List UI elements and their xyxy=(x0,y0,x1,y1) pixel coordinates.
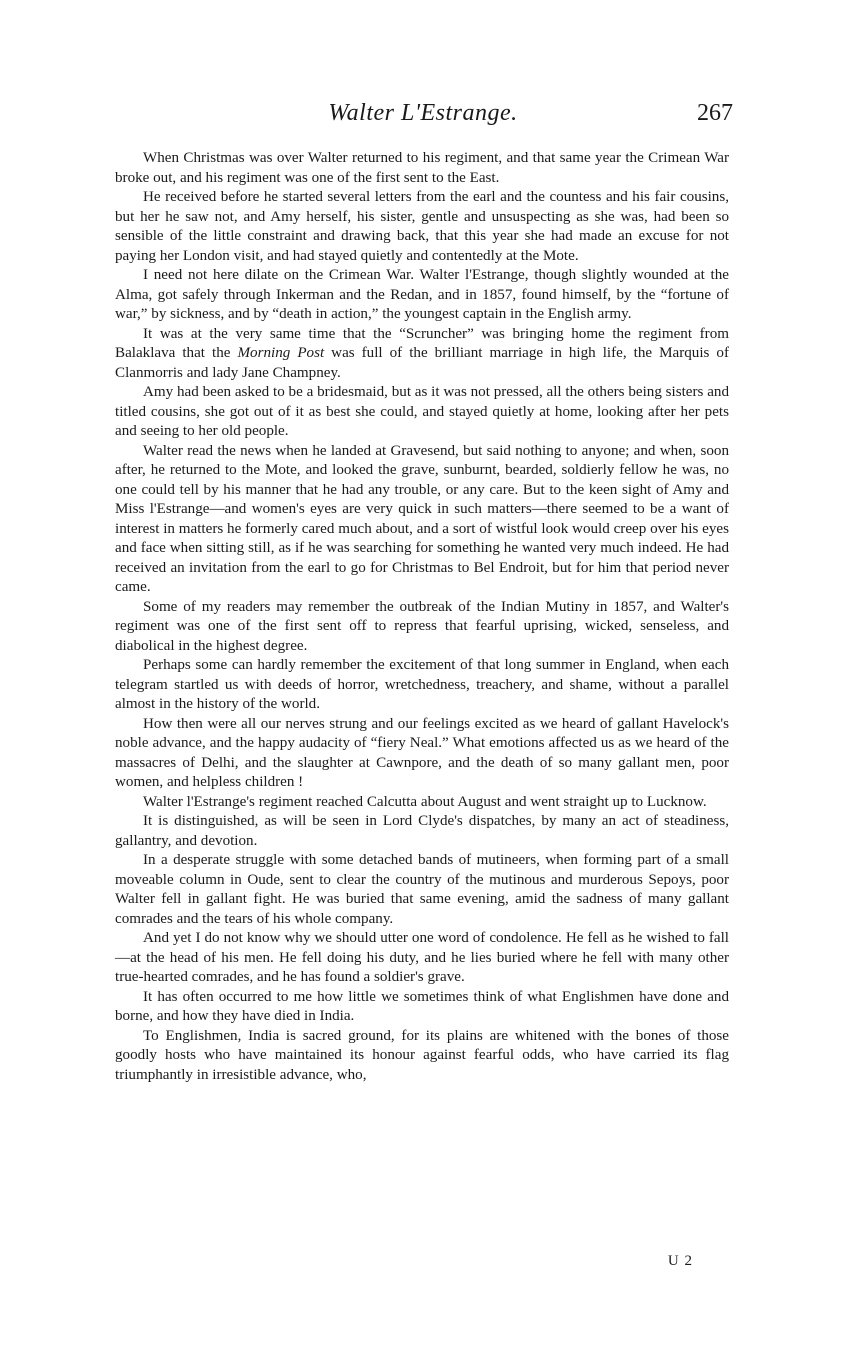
paragraph xyxy=(115,1027,729,1086)
paragraph-text: Some of my readers may remember the outbreak of the Indian Mutiny in 1857, and Walter's regiment was one of the first sent off to repress that fearful uprising, wicked, senseless, and diabolical in the highest degree. xyxy=(115,598,729,654)
signature-mark: U 2 xyxy=(667,1253,693,1269)
paragraph xyxy=(115,383,729,442)
page-number: 267 xyxy=(697,100,733,126)
paragraph-text: How then were all our nerves strung and our feelings excited as we heard of gallant Havelock's noble advance, and the happy audacity of “fiery Neal.” What emotions affected us as we heard of the massacres of Delhi, and the slaughter at Cawnpore, and the death of so many gallant men, poor women, and helpless children ! xyxy=(115,715,729,790)
paragraph-text: It is distinguished, as will be seen in Lord Clyde's dispatches, by many an act of steadiness, gallantry, and devotion. xyxy=(115,813,729,849)
running-header xyxy=(0,100,846,140)
paragraph xyxy=(115,149,729,188)
body-text xyxy=(115,149,729,1085)
paragraph-text: It has often occurred to me how little we sometimes think of what Englishmen have done and borne, and how they have died in India. xyxy=(115,988,729,1024)
paragraph-text: Walter read the news when he landed at Gravesend, but said nothing to anyone; and when, soon after, he returned to the Mote, and looked the grave, sunburnt, bearded, soldierly fellow he was, no one could tell by his manner that he had any trouble, or any care. But to the keen sight of Amy and Miss l'Estrange—and women's eyes are very quick in such matters—there seemed to be a want of interest in matters he formerly cared much about, and a sort of wistful look would creep over his eyes and face when sitting still, as if he was searching for something he wanted very much indeed. He had received an invitation from the earl to go for Christmas to Bel Endroit, but for him that period never came. xyxy=(115,442,729,595)
paragraph-text: And yet I do not know why we should utter one word of condolence. He fell as he wished to fall—at the head of his men. He fell doing his duty, and he lies buried where he fell with many other true-hearted comrades, and he has found a soldier's grave. xyxy=(115,930,729,985)
paragraph xyxy=(115,325,729,384)
paragraph xyxy=(115,656,729,715)
paragraph xyxy=(115,715,729,793)
running-title: Walter L'Estrange. xyxy=(328,100,518,126)
paragraph xyxy=(115,266,729,325)
paragraph-text: He received before he started several letters from the earl and the countess and his fair cousins, but her he saw not, and Amy herself, his sister, gentle and unsuspecting as she was, had been so sensible of the little constraint and drawing back, that this year she had made an excuse for not paying her London visit, and had stayed quietly and contentedly at the Mote. xyxy=(115,189,729,264)
paragraph xyxy=(115,812,729,851)
paragraph xyxy=(115,793,729,813)
paragraph-text: It was at the very same time that the “Scruncher” was bringing home the regiment from Balaklava that the xyxy=(115,325,729,361)
paragraph xyxy=(115,929,729,988)
paragraph-text: To Englishmen, India is sacred ground, for its plains are whitened with the bones of those goodly hosts who have maintained its honour against fearful odds, who have carried its flag triumphantly in irresistible advance, who, xyxy=(115,1027,729,1083)
paragraph-text: Perhaps some can hardly remember the excitement of that long summer in England, when each telegram startled us with deeds of horror, wretchedness, treachery, and shame, without a parallel almost in the history of the world. xyxy=(115,657,729,712)
paragraph-text: In a desperate struggle with some detached bands of mutineers, when forming part of a small moveable column in Oude, sent to clear the country of the mutinous and murderous Sepoys, poor Walter fell in gallant fight. He was buried that same evening, amid the sadness of many gallant comrades and the tears of his whole company. xyxy=(115,852,729,927)
paragraph xyxy=(115,188,729,266)
paragraph xyxy=(115,988,729,1027)
paragraph xyxy=(115,851,729,929)
paragraph-text: When Christmas was over Walter returned to his regiment, and that same year the Crimean War broke out, and his regiment was one of the first sent to the East. xyxy=(115,150,729,186)
paragraph-text: Amy had been asked to be a bridesmaid, but as it was not pressed, all the others being sisters and titled cousins, she got out of it as best she could, and stayed quietly at home, looking after her pets and seeing to her old people. xyxy=(115,384,729,439)
italic-text: Morning Post xyxy=(237,345,325,361)
paragraph-text: I need not here dilate on the Crimean War. Walter l'Estrange, though slightly wounded at the Alma, got safely through Inkerman and the Redan, and in 1857, found himself, by the “fortune of war,” by sickness, and by “death in action,” the youngest captain in the English army. xyxy=(115,267,729,322)
paragraph-text: was full of the brilliant marriage in high life, the Marquis of Clanmorris and lady Jane Champney. xyxy=(115,345,729,381)
paragraph xyxy=(115,598,729,657)
paragraph-text: Walter l'Estrange's regiment reached Calcutta about August and went straight up to Lucknow. xyxy=(143,793,707,810)
paragraph xyxy=(115,442,729,598)
